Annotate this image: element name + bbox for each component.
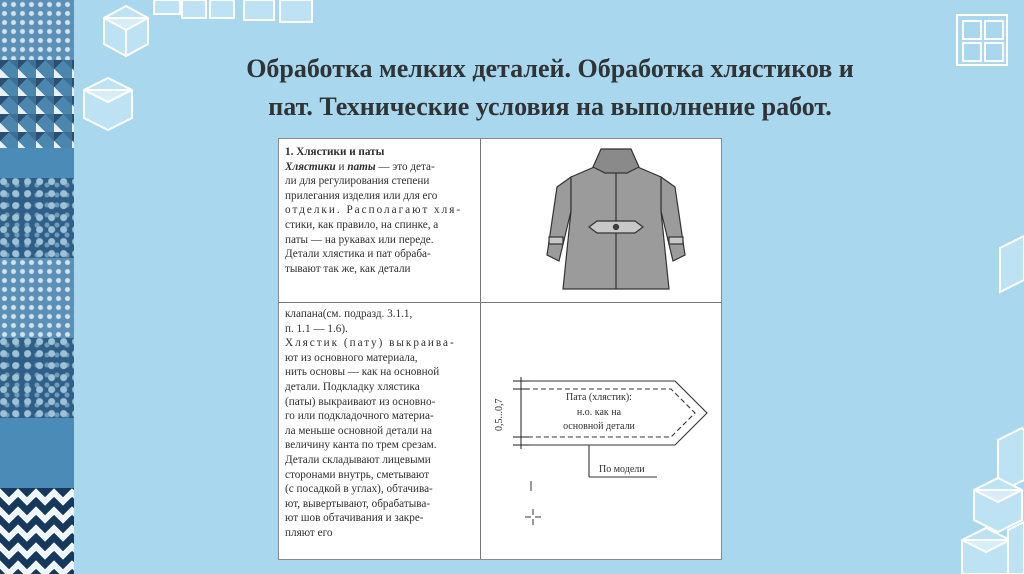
text-line: Детали складывают лицевыми	[285, 453, 431, 466]
scanned-document	[278, 138, 722, 560]
text-line: тывают так же, как детали	[285, 262, 411, 275]
text-line: детали. Подкладку хлястика	[285, 380, 420, 393]
text-line: клапана(см. подразд. 3.1.1,	[285, 308, 413, 320]
column-divider	[480, 139, 481, 559]
text-line: (с посадкой в углах), обтачива-	[285, 483, 433, 496]
text-line: стики, как правило, на спинке, а	[285, 218, 439, 231]
text-line: ют, вывертывают, обрабатыва-	[285, 497, 431, 510]
strip-segment	[0, 148, 74, 178]
decorative-cubes-right	[960, 230, 1024, 574]
title-line-1: Обработка мелких деталей. Обработка хлястиков и	[246, 54, 854, 83]
text-line: ла меньше основной детали на	[285, 424, 432, 437]
text-line: ют шов обтачивания и закре-	[285, 512, 424, 525]
text-line: п. 1.1 — 1.6).	[285, 322, 348, 335]
text-line: ют из основного материала,	[285, 351, 418, 364]
text-line	[285, 160, 462, 175]
text-line: Хлястик (пату) выкраива-	[285, 337, 456, 350]
text-line: паты — на рукавах или переде.	[285, 233, 434, 246]
left-decorative-strip	[0, 0, 74, 574]
text-line: го или подкладочного материа-	[285, 410, 434, 423]
strip-segment	[0, 338, 74, 418]
text-line: величину канта по трем срезам.	[285, 439, 437, 452]
strip-segment	[0, 418, 74, 488]
term-bold: паты	[347, 160, 376, 173]
title-line-2: пат. Технические условия на выполнение работ.	[268, 92, 832, 121]
strip-segment	[0, 0, 74, 60]
text-line: отделки. Располагают хля-	[285, 204, 463, 217]
diagram-inner-label	[539, 391, 659, 435]
text-fragment: — это дета-	[375, 160, 435, 173]
row-divider	[279, 302, 721, 303]
page-title	[120, 50, 980, 126]
coat-illustration-icon	[541, 143, 691, 295]
text-line: пляют его	[285, 526, 333, 539]
bottom-left-text	[285, 307, 456, 541]
text-line: прилегания изделия или для его	[285, 189, 438, 202]
text-line: нить основы — как на основной	[285, 366, 440, 379]
text-line: (паты) выкраивают из основно-	[285, 395, 436, 408]
section-heading: 1. Хлястики и паты	[285, 146, 385, 158]
text-line: сторонами внутрь, сметывают	[285, 468, 430, 481]
crosshair-mark-icon	[525, 509, 541, 525]
inner-label-line: Пата (хлястик):	[566, 392, 632, 403]
strip-segment	[0, 60, 74, 148]
inner-label-line: основной детали	[563, 421, 635, 433]
top-left-text	[285, 145, 462, 276]
strip-segment	[0, 488, 74, 574]
strip-segment	[0, 258, 74, 338]
term-bold: Хлястики	[285, 160, 336, 173]
model-label: По модели	[599, 464, 645, 475]
strip-segment	[0, 178, 74, 258]
text-line: ли для регулирования степени	[285, 175, 430, 188]
text-fragment: и	[335, 160, 348, 173]
text-line: Детали хлястика и пат обраба-	[285, 248, 431, 261]
inner-label-line: н.о. как на	[576, 406, 622, 418]
dimension-label: 0,5...0,7	[494, 398, 505, 431]
